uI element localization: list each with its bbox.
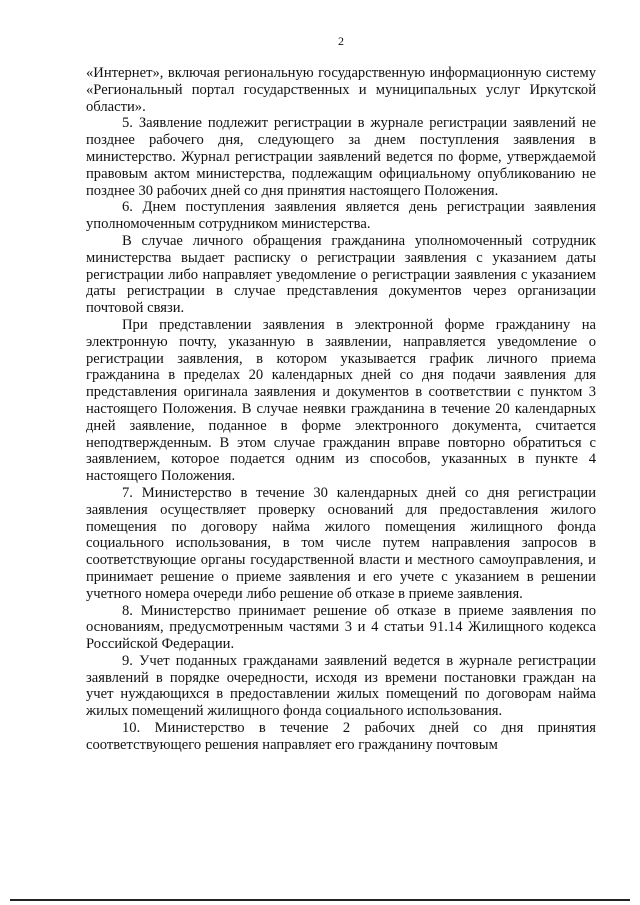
page-number: 2 [338, 34, 344, 48]
paragraph-item-8: 8. Министерство принимает решение об отказе в приеме заявления по основаниям, предусмотренным частями 3 и 4 статьи 91.14 Жилищного кодекса Российской Федерации. [86, 602, 596, 653]
paragraph-electronic-form: При представлении заявления в электронной форме гражданину на электронную почту, указанную в заявлении, направляется уведомление о регистрации заявления, в котором указывается график личного приема гражданина в пределах 20 календарных дней со дня подачи заявления для представления оригинала заявления и документов в соответствии с пунктом 3 настоящего Положения. В случае неявки гражданина в течение 20 календарных дней заявление, поданное в форме электронного документа, считается неподтвержденным. В этом случае гражданин вправе повторно обратиться с заявлением, которое подается одним из способов, указанных в пункте 4 настоящего Положения. [86, 316, 596, 485]
paragraph-item-7: 7. Министерство в течение 30 календарных дней со дня регистрации заявления осуществляет проверку оснований для предоставления жилого помещения по договору найма жилого помещения жилищного фонда социального использования, в том числе путем направления запросов в соответствующие органы государственной власти и местного самоуправления, и принимает решение о приеме заявления и его учете с указанием в решении учетного номера очереди либо решение об отказе в приеме заявления. [86, 484, 596, 602]
paragraph-item-5: 5. Заявление подлежит регистрации в журнале регистрации заявлений не позднее рабочего дня, следующего за днем поступления заявления в министерство. Журнал регистрации заявлений ведется по форме, утверждаемой правовым актом министерства, подлежащим официальному опубликованию не позднее 30 рабочих дней со дня принятия настоящего Положения. [86, 115, 596, 199]
paragraph-item-6: 6. Днем поступления заявления является день регистрации заявления уполномоченным сотрудником министерства. [86, 199, 596, 233]
paragraph-continuation: «Интернет», включая региональную государственную информационную систему «Региональный портал государственных и муниципальных услуг Иркутской области». [86, 65, 596, 115]
paragraph-item-9: 9. Учет поданных гражданами заявлений ведется в журнале регистрации заявлений в порядке очередности, исходя из времени постановки граждан на учет нуждающихся в предоставлении жилых помещений по договорам найма жилых помещений жилищного фонда социального использования. [86, 652, 596, 720]
paragraph-item-10: 10. Министерство в течение 2 рабочих дней со дня принятия соответствующего решения направляет его гражданину почтовым [86, 720, 596, 753]
page-bottom-border [10, 899, 630, 901]
paragraph-personal-appeal: В случае личного обращения гражданина уполномоченный сотрудник министерства выдает расписку о регистрации заявления с указанием даты регистрации либо направляет уведомление о регистрации заявления с указанием даты регистрации в случае представления документов через организации почтовой связи. [86, 232, 596, 317]
